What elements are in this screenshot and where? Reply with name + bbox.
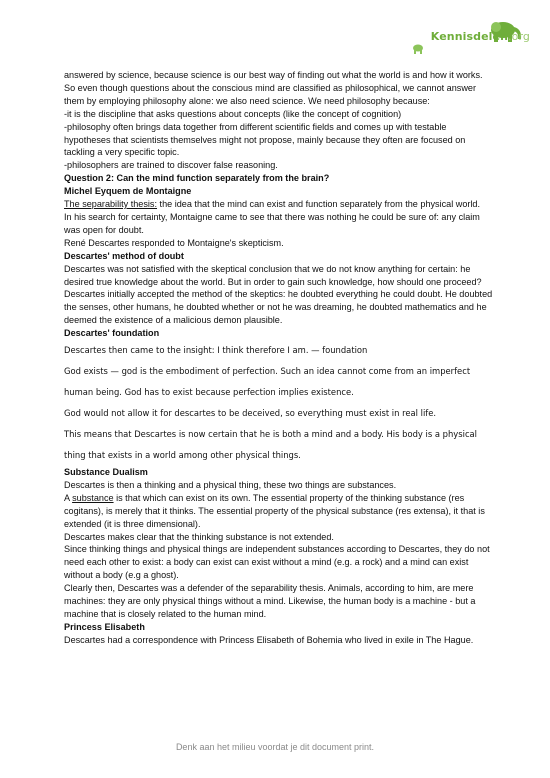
- small-elephant-icon: [413, 45, 423, 55]
- paragraph: Descartes was not satisfied with the skeptical conclusion that we do not know anything for certain: he desired true knowledge about the world. But in order to gain such knowledge, how should one proceed?: [64, 263, 482, 287]
- bullet-item: -it is the discipline that asks questions about concepts (like the concept of cognition): [64, 108, 402, 119]
- definition-text: the idea that the mind can exist and function separately from the physical world.: [157, 199, 481, 210]
- bullet-item: -philosophy often brings data together from different scientific fields and comes up with testable hypotheses that scientists themselves might not propose, mainly because they often are focused on tackling a very specific topic.: [64, 121, 466, 158]
- paragraph: God would not allow it for descartes to be deceived, so everything must exist in real life.: [64, 408, 437, 419]
- paragraph: Descartes then came to the insight: I think therefore I am. — foundation: [64, 345, 368, 356]
- paragraph: René Descartes responded to Montaigne's skepticism.: [64, 237, 284, 248]
- defined-term: substance: [72, 492, 114, 503]
- footer-note: Denk aan het milieu voordat je dit document print.: [175, 742, 375, 752]
- definition-paragraph: [64, 198, 494, 211]
- paragraph: Since thinking things and physical things are independent substances according to Descartes, they do not need each other to exist: a body can exist can exist without a mind (e.g. a rock) and a mind can exist without a body (e.g a ghost).: [64, 544, 490, 581]
- logo-suffix: .org: [508, 30, 530, 43]
- logo-wordmark: [431, 30, 530, 43]
- subsection-heading: Substance Dualism: [64, 467, 148, 478]
- document-body: [64, 69, 494, 647]
- logo-name: Kennisdelen: [430, 30, 509, 43]
- paragraph: Descartes initially accepted the method of the skeptics: he doubted everything he could doubt. He doubted the senses, other humans, he doubted whether or not he was dreaming, he doubted mathematics and he deemed the existence of a malicious demon plausible.: [64, 289, 493, 326]
- subsection-heading: Descartes' method of doubt: [64, 250, 184, 261]
- paragraph: This means that Descartes is now certain that he is both a mind and a body. His body is a physical thing that exists in a world among other physical things.: [64, 429, 478, 461]
- paragraph: In his search for certainty, Montaigne came to see that there was nothing he could be sure of: any claim was open for doubt.: [64, 211, 480, 235]
- paragraph: Clearly then, Descartes was a defender of the separability thesis. Animals, according to him, are mere machines: they are only physical things without a mind. Likewise, the human body is a machine - but a machine that is closely related to the human mind.: [64, 583, 476, 619]
- defined-term: The separability thesis:: [64, 199, 158, 210]
- paragraph: Descartes had a correspondence with Princess Elisabeth of Bohemia who lived in exile in The Hague.: [64, 634, 474, 645]
- paragraph: Descartes makes clear that the thinking substance is not extended.: [64, 531, 334, 542]
- subsection-heading: Michel Eyquem de Montaigne: [64, 186, 192, 197]
- definition-lead: A: [64, 492, 73, 503]
- paragraph: answered by science, because science is our best way of finding out what the world is and how it works. So even though questions about the conscious mind are classified as philosophical, we cannot answer them by employing philosophy alone: we also need science. We need philosophy because:: [64, 70, 483, 106]
- paragraph: Descartes is then a thinking and a physical thing, these two things are substances.: [64, 479, 397, 490]
- section-heading: Question 2: Can the mind function separately from the brain?: [64, 173, 330, 184]
- definition-text: is that which can exist on its own. The essential property of the thinking substance (res cogitans), is merely that it thinks. The essential property of the physical substance (res extensa), it that is extended (it is three dimensional).: [64, 492, 485, 529]
- paragraph: God exists — god is the embodiment of perfection. Such an idea cannot come from an imperfect human being. God has to exist because perfection implies existence.: [64, 366, 471, 398]
- subsection-heading: Descartes' foundation: [64, 328, 160, 339]
- subsection-heading: Princess Elisabeth: [64, 621, 145, 632]
- definition-paragraph: [64, 492, 494, 531]
- bullet-item: -philosophers are trained to discover false reasoning.: [64, 160, 278, 171]
